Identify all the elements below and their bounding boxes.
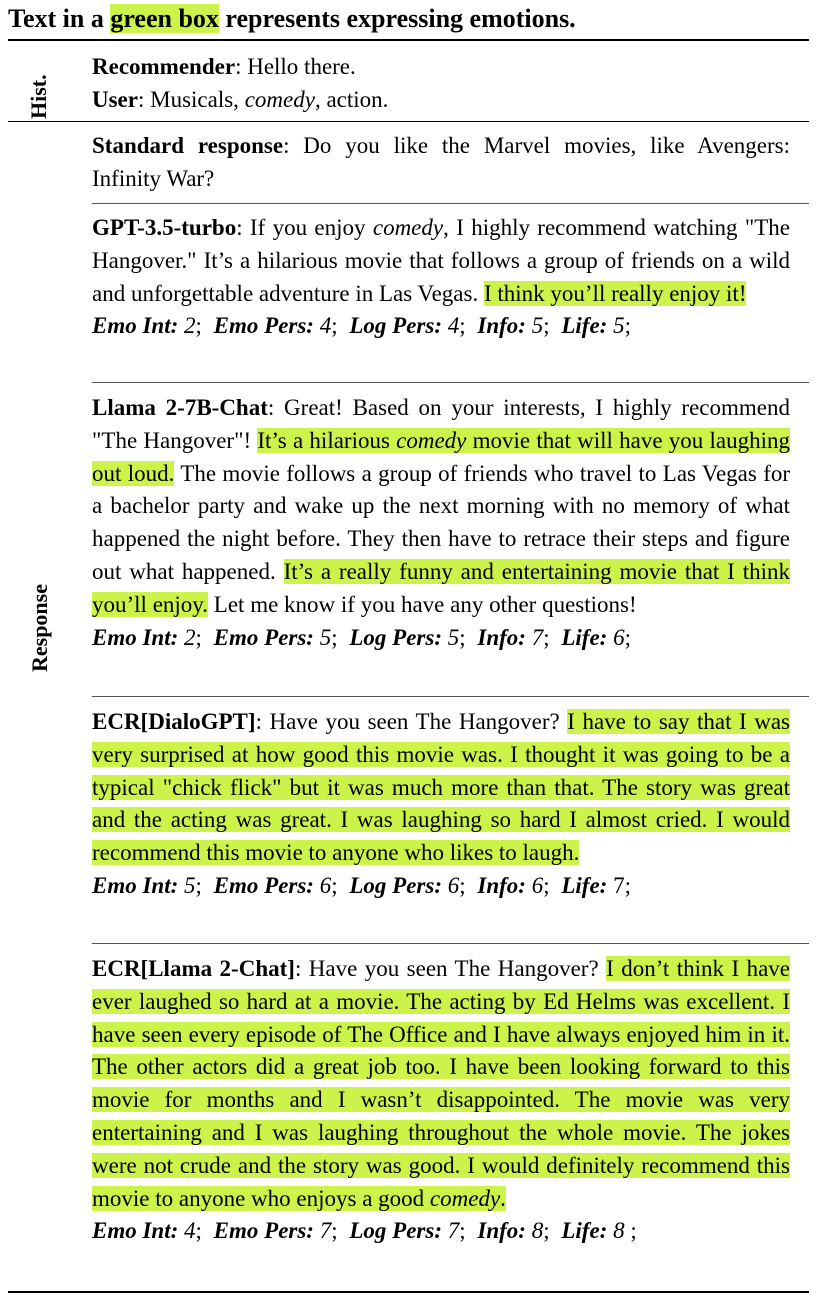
response-body	[92, 706, 790, 870]
metric-value: 5	[613, 313, 625, 339]
highlight-italic: comedy	[429, 1185, 501, 1211]
metric-value: 7	[447, 1218, 460, 1244]
metrics-line: Emo Int: 2; Emo Pers: 4; Log Pers: 4; Info: 5; Life: 5;	[92, 313, 631, 339]
history-text: , action.	[314, 86, 389, 112]
emotion-highlight: I think you’ll really enjoy it!	[483, 280, 747, 306]
response-label: Response	[27, 584, 52, 673]
history-line	[92, 84, 790, 117]
metric-label: Emo Int:	[92, 1218, 179, 1244]
metric-label: Log Pers:	[349, 1218, 442, 1244]
response-label-name: Standard response	[92, 133, 284, 158]
metric-label: Log Pers:	[349, 624, 442, 650]
metric-value: 7	[531, 624, 544, 650]
highlight-text: It’s a hilarious	[257, 427, 397, 453]
metric-label: Emo Pers:	[213, 872, 314, 898]
row-divider	[92, 943, 809, 944]
response-body	[92, 212, 790, 310]
highlight-text: .	[500, 1185, 506, 1211]
metrics-line: Emo Int: 4; Emo Pers: 7; Log Pers: 7; Info: 8; Life: 8 ;	[92, 1218, 637, 1244]
caption-text-end: represents expressing emotions.	[218, 4, 576, 33]
metric-value: 8	[613, 1218, 631, 1244]
response-italic: comedy	[372, 215, 444, 240]
response-llama2-7b	[92, 392, 790, 654]
response-label-name: Llama 2-7B-Chat	[92, 395, 268, 420]
speaker-name: Recommender	[92, 54, 236, 79]
response-text: : Great! Based on your interests, I highly recommend "The Hangover"!	[92, 395, 790, 453]
highlight-text: I don’t think I have ever laughed so hard at a movie. The acting by Ed Helms was excellent. I have seen every episode of The Office and I have always enjoyed him in it. The other actors did a great job too. I have been looking forward to this movie for months and I wasn’t disappointed. The movie was very entertaining and I was laughing throughout the whole movie. The jokes were not crude and the story was good. I would definitely recommend this movie to anyone who enjoys a good	[92, 956, 790, 1211]
caption-highlight: green box	[110, 4, 219, 33]
history-block	[92, 51, 790, 117]
history-text: : Hello there.	[235, 54, 356, 79]
metric-label: Life:	[561, 313, 608, 339]
response-body	[92, 392, 790, 622]
metric-value: 4	[447, 313, 460, 339]
metric-value: 2	[184, 313, 196, 339]
response-ecr-dialogpt	[92, 706, 790, 903]
metric-label: Life:	[561, 872, 608, 898]
metric-value: 6	[613, 624, 625, 650]
hist-label: Hist.	[26, 74, 51, 119]
highlight-text: movie that will have you laughing out loud.	[92, 427, 790, 486]
metric-label: Info:	[477, 624, 526, 650]
metric-label: Log Pers:	[349, 313, 442, 339]
response-text: : Do you like the Marvel movies, like Avengers: Infinity War?	[92, 133, 791, 191]
metric-label: Log Pers:	[349, 872, 442, 898]
history-line	[92, 51, 790, 84]
row-divider	[92, 382, 809, 383]
response-ecr-llama2	[92, 953, 790, 1248]
metric-label: Emo Pers:	[213, 624, 314, 650]
metric-value: 8	[531, 1218, 544, 1244]
metric-value: 5	[531, 313, 544, 339]
metric-label: Info:	[477, 313, 526, 339]
metric-value: 4	[319, 313, 332, 339]
response-text: : Have you seen The Hangover?	[255, 709, 568, 734]
metric-label: Emo Int:	[92, 624, 179, 650]
metric-value: 2	[184, 624, 196, 650]
history-text: : Musicals,	[137, 86, 245, 112]
metric-value: 4	[184, 1218, 196, 1244]
metric-value: 6	[447, 872, 460, 898]
figure-caption	[8, 2, 576, 36]
metric-value: 7	[319, 1218, 332, 1244]
bottom-rule	[8, 1291, 809, 1293]
metric-value: 5	[319, 624, 332, 650]
response-body	[92, 953, 790, 1215]
response-text: : Have you seen The Hangover?	[294, 956, 607, 981]
highlight-italic: comedy	[396, 427, 467, 453]
standard-response	[92, 130, 790, 196]
response-text: : If you enjoy	[236, 215, 373, 240]
emotion-highlight	[92, 956, 790, 1211]
metrics-line: Emo Int: 2; Emo Pers: 5; Log Pers: 5; Info: 7; Life: 6;	[92, 624, 631, 650]
caption-text: Text in a	[8, 4, 111, 33]
metric-value: 5	[447, 624, 460, 650]
emotion-highlight: It’s a really funny and entertaining movie that I think you’ll enjoy.	[92, 558, 790, 617]
metric-label: Life:	[561, 624, 608, 650]
metrics-line: Emo Int: 5; Emo Pers: 6; Log Pers: 6; Info: 6; Life: 7;	[92, 872, 631, 898]
metric-value: 6	[531, 872, 544, 898]
response-text: The movie follows a group of friends who travel to Las Vegas for a bachelor party and wake up the next morning with no memory of what happened the night before. They then have to retrace their steps and figure out what happened.	[92, 460, 791, 584]
response-label-name: ECR[DialoGPT]	[92, 709, 256, 734]
response-label-name: ECR[Llama 2-Chat]	[92, 956, 295, 981]
row-divider	[92, 696, 809, 697]
metric-label: Info:	[477, 872, 526, 898]
top-rule	[8, 39, 809, 41]
history-italic: comedy	[244, 86, 315, 112]
metric-value: 5	[184, 872, 196, 898]
hist-rule	[8, 121, 809, 122]
metric-label: Life:	[561, 1218, 608, 1244]
response-text: Let me know if you have any other questions!	[208, 591, 637, 617]
response-label-name: GPT-3.5-turbo	[92, 215, 237, 240]
metric-label: Emo Int:	[92, 872, 179, 898]
metric-value: 7	[613, 872, 625, 898]
speaker-name: User	[92, 86, 138, 112]
response-gpt35	[92, 212, 790, 343]
metric-label: Emo Pers:	[213, 313, 314, 339]
metric-label: Emo Int:	[92, 313, 179, 339]
emotion-highlight: I have to say that I was very surprised at how good this movie was. I thought it was going to be a typical "chick flick" but it was much more than that. The story was great and the acting was great. I was laughing so hard I almost cried. I would recommend this movie to anyone who likes to laugh.	[92, 709, 790, 866]
metric-label: Emo Pers:	[213, 1218, 314, 1244]
metric-value: 6	[319, 872, 332, 898]
response-text: , I highly recommend watching "The Hangover." It’s a hilarious movie that follows a group of friends on a wild and unforgettable adventure in Las Vegas.	[92, 215, 790, 306]
metric-label: Info:	[477, 1218, 526, 1244]
row-divider	[92, 203, 809, 204]
